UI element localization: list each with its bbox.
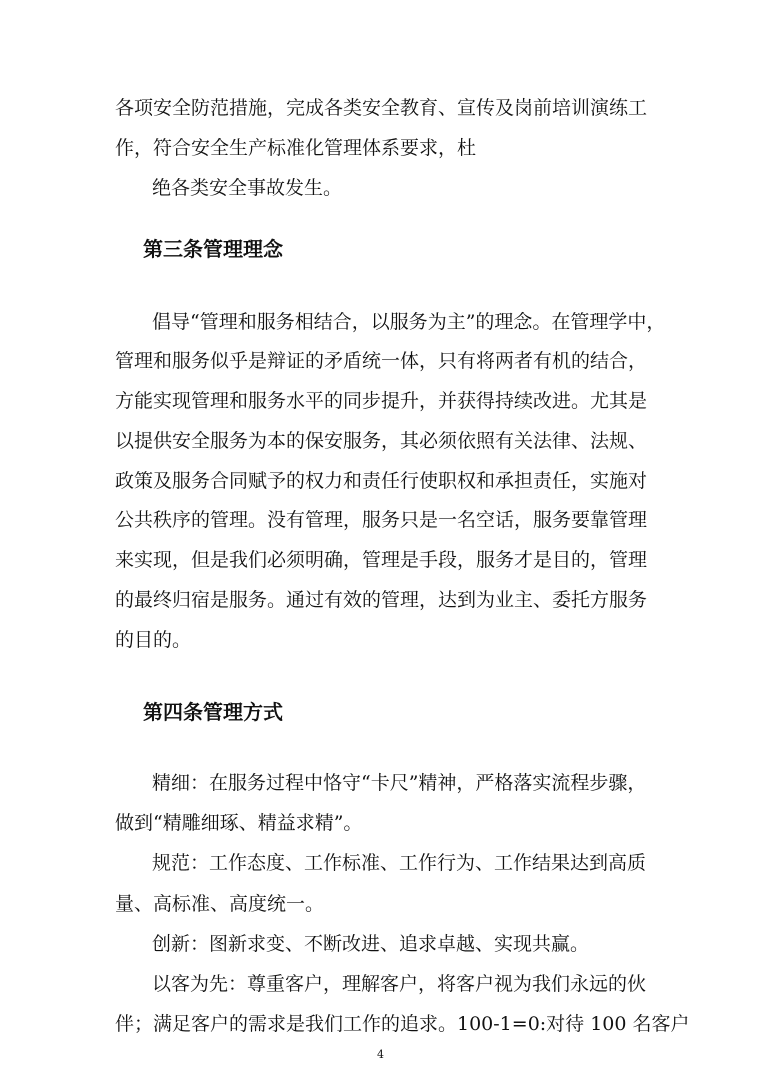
body-line: 做到“精雕细琢、精益求精”。	[115, 812, 363, 834]
body-line: 绝各类安全事故发生。	[152, 177, 343, 199]
page-number: 4	[377, 1048, 384, 1061]
body-line: 倡导“管理和服务相结合，以服务为主”的理念。在管理学中，	[152, 311, 666, 333]
body-line: 创新：图新求变、不断改进、追求卓越、实现共赢。	[152, 933, 590, 955]
body-line: 精细：在服务过程中恪守“卡尺”精神，严格落实流程步骤，	[152, 772, 647, 794]
body-line: 量、高标准、高度统一。	[115, 893, 325, 915]
body-line: 来实现，但是我们必须明确，管理是手段，服务才是目的，管理	[115, 549, 648, 571]
body-line: 规范：工作态度、工作标准、工作行为、工作结果达到高质	[152, 852, 647, 874]
article-3-heading: 第三条管理理念	[143, 237, 283, 261]
body-line: 作，符合安全生产标准化管理体系要求，杜	[115, 137, 477, 159]
body-line: 的最终归宿是服务。通过有效的管理，达到为业主、委托方服务	[115, 589, 648, 611]
body-line: 以提供安全服务为本的保安服务，其必须依照有关法律、法规、	[115, 430, 648, 452]
body-line: 各项安全防范措施，完成各类安全教育、宣传及岗前培训演练工	[115, 97, 648, 119]
body-line: 以客为先：尊重客户，理解客户，将客户视为我们永远的伙	[152, 973, 647, 995]
body-line: 公共秩序的管理。没有管理，服务只是一名空话，服务要靠管理	[115, 509, 648, 531]
body-line: 的目的。	[115, 629, 192, 651]
body-line: 伴；满足客户的需求是我们工作的追求。100-1=0:对待 100 名客户	[115, 1013, 690, 1035]
body-line: 方能实现管理和服务水平的同步提升，并获得持续改进。尤其是	[115, 390, 648, 412]
body-line: 政策及服务合同赋予的权力和责任行使职权和承担责任，实施对	[115, 470, 648, 492]
article-4-heading: 第四条管理方式	[143, 700, 283, 724]
body-line: 管理和服务似乎是辩证的矛盾统一体，只有将两者有机的结合，	[115, 350, 648, 372]
